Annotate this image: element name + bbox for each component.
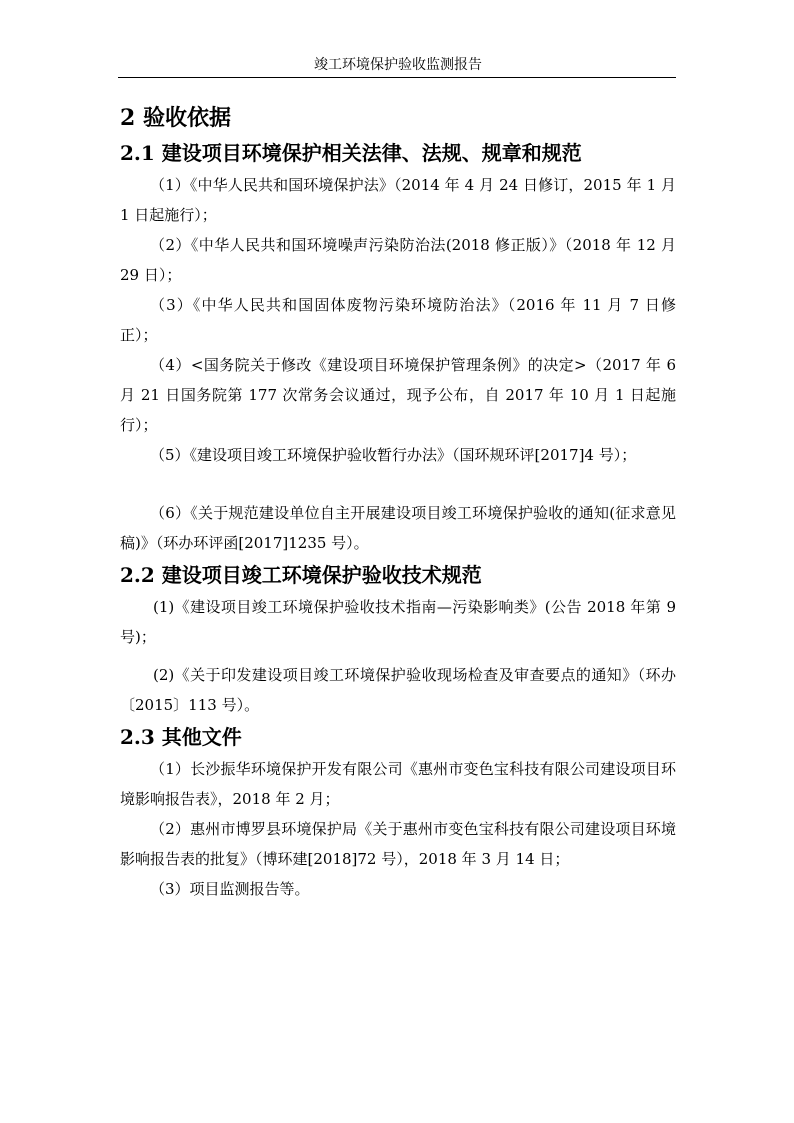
subsection-2-1-heading: 2.1 建设项目环境保护相关法律、法规、规章和规范 <box>120 141 582 165</box>
s21-item-6: （6）《关于规范建设单位自主开展建设项目竣工环境保护验收的通知(征求意见稿)》（环办环评函[2017]1235 号）。 <box>120 504 676 552</box>
spacer <box>120 652 676 660</box>
header-rule <box>118 77 676 78</box>
s23-item-2: （2）惠州市博罗县环境保护局《关于惠州市变色宝科技有限公司建设项目环境影响报告表的批复》（博环建[2018]72 号），2018 年 3 月 14 日； <box>120 820 676 868</box>
subsection-2-3-heading: 2.3 其他文件 <box>120 725 242 749</box>
s21-item-5: （5）《建设项目竣工环境保护验收暂行办法》（国环规环评[2017]4 号）； <box>150 446 637 464</box>
s23-item-3: （3）项目监测报告等。 <box>150 880 310 898</box>
s21-item-2: （2）《中华人民共和国环境噪声污染防治法(2018 修正版）》（2018 年 12 月 29 日）； <box>120 236 676 284</box>
section-heading: 2 验收依据 <box>120 105 231 131</box>
subsection-2-2-heading: 2.2 建设项目竣工环境保护验收技术规范 <box>120 563 482 587</box>
s22-item-2: (2)《关于印发建设项目竣工环境保护验收现场检查及审查要点的通知》（环办〔2015〕113 号）。 <box>120 666 676 714</box>
s23-item-1: （1）长沙振华环境保护开发有限公司《惠州市变色宝科技有限公司建设项目环境影响报告表》，2018 年 2 月； <box>120 760 676 808</box>
blank-line <box>120 470 676 498</box>
s21-item-3: （3）《中华人民共和国固体废物污染环境防治法》（2016 年 11 月 7 日修正）； <box>120 296 676 344</box>
s22-item-1: (1)《建设项目竣工环境保护验收技术指南—污染影响类》(公告 2018 年第 9 号)； <box>120 598 676 646</box>
s21-item-4: （4）<国务院关于修改《建设项目环境保护管理条例》的决定>（2017 年 6 月 21 日国务院第 177 次常务会议通过，现予公布，自 2017 年 10 月 1 日起施行）； <box>120 356 676 434</box>
running-header: 竣工环境保护验收监测报告 <box>314 57 482 73</box>
document-body <box>120 100 676 904</box>
s21-item-1: （1）《中华人民共和国环境保护法》（2014 年 4 月 24 日修订，2015 年 1 月 1 日起施行）； <box>120 176 676 224</box>
